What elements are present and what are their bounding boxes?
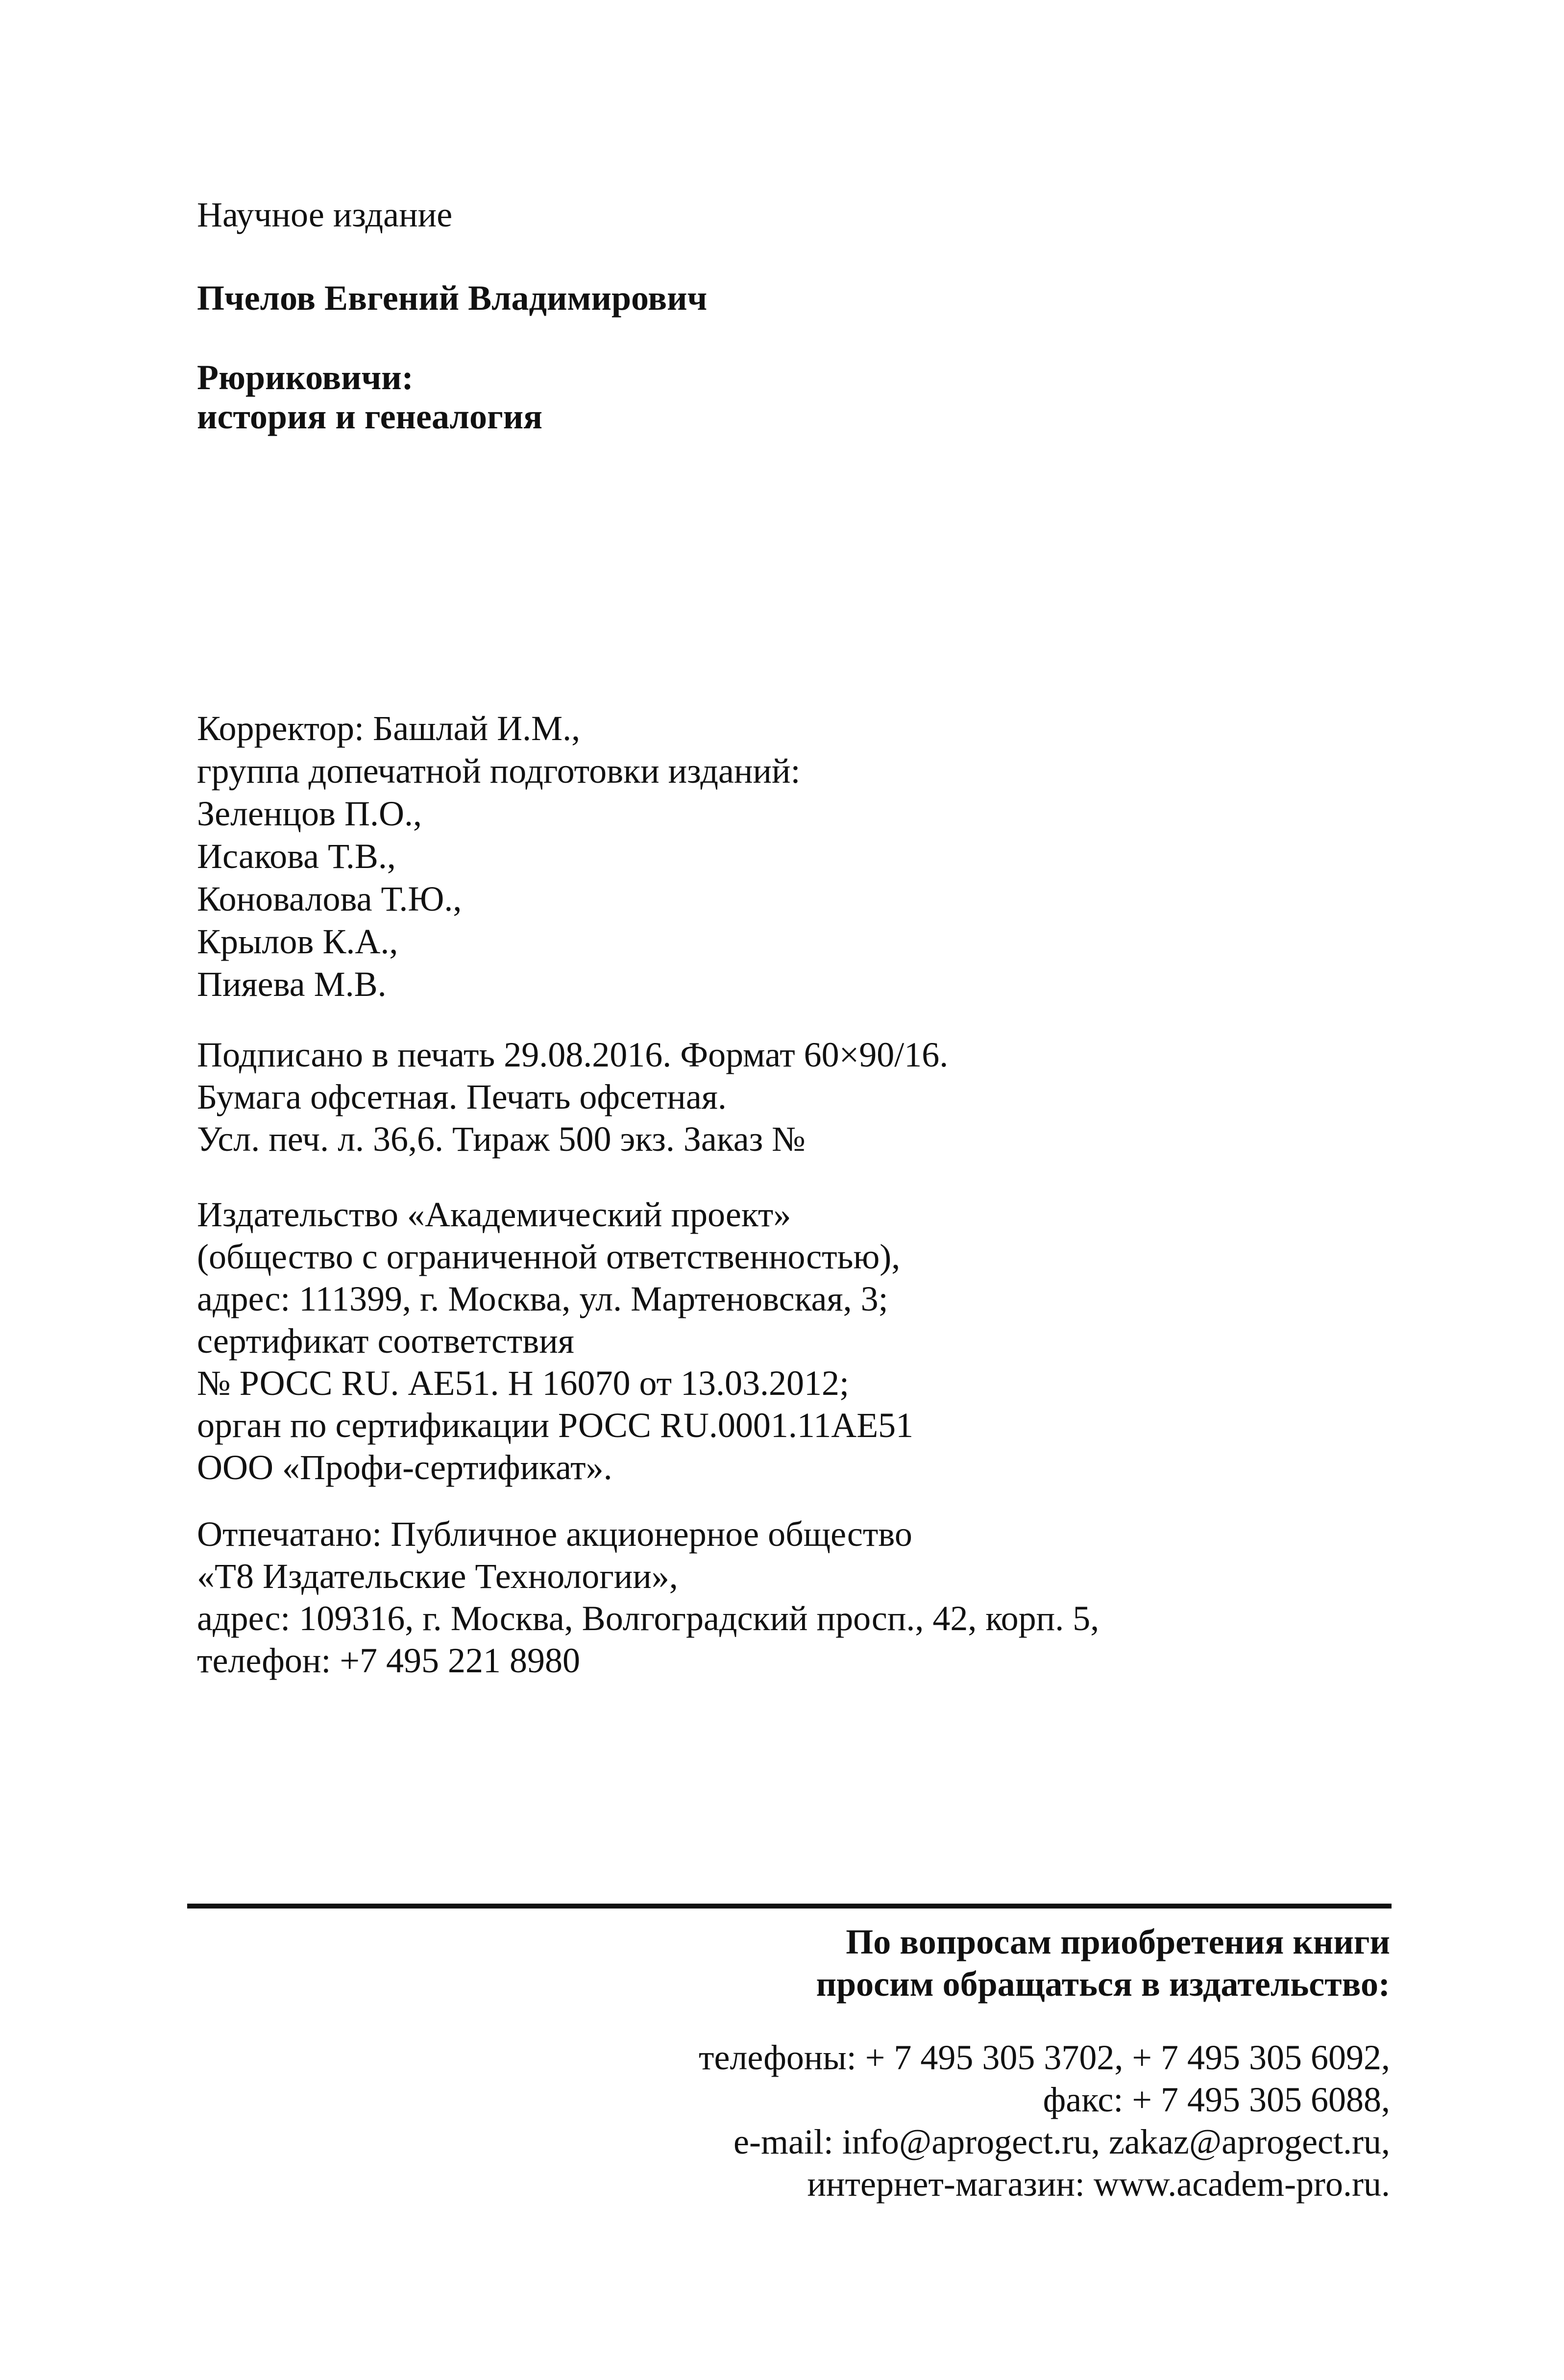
contact-phones: телефоны: + 7 495 305 3702, + 7 495 305 6092,: [699, 2038, 1390, 2077]
book-title-line-1: Рюриковичи:: [197, 358, 414, 397]
contact-heading-line-2: просим обращаться в издательство:: [816, 1964, 1390, 2004]
book-title-line-2: история и генеалогия: [197, 397, 543, 436]
series-label: Научное издание: [197, 195, 453, 234]
credits-line: группа допечатной подготовки изданий:: [197, 751, 801, 791]
credits-line: Коновалова Т.Ю.,: [197, 879, 462, 918]
credits-line: Зеленцов П.О.,: [197, 794, 422, 833]
print-info-line: Бумага офсетная. Печать офсетная.: [197, 1077, 727, 1116]
publisher-line: № РОСС RU. АЕ51. Н 16070 от 13.03.2012;: [197, 1364, 850, 1403]
publisher-line: Издательство «Академический проект»: [197, 1195, 791, 1234]
printer-line: «Т8 Издательские Технологии»,: [197, 1557, 678, 1596]
author-name: Пчелов Евгений Владимирович: [197, 278, 708, 318]
publisher-line: сертификат соответствия: [197, 1321, 574, 1361]
contact-fax: факс: + 7 495 305 6088,: [1043, 2080, 1390, 2119]
printer-line: Отпечатано: Публичное акционерное общество: [197, 1514, 912, 1554]
publisher-line: орган по сертификации РОСС RU.0001.11АЕ51: [197, 1406, 914, 1445]
contact-heading-line-1: По вопросам приобретения книги: [846, 1922, 1390, 1961]
contact-shop: интернет-магазин: www.academ-pro.ru.: [807, 2164, 1390, 2204]
printer-line: адрес: 109316, г. Москва, Волгоградский просп., 42, корп. 5,: [197, 1599, 1100, 1638]
credits-line: Крылов К.А.,: [197, 922, 398, 961]
print-info-line: Усл. печ. л. 36,6. Тираж 500 экз. Заказ №: [197, 1119, 806, 1159]
credits-line: Исакова Т.В.,: [197, 837, 396, 876]
divider-rule: [187, 1904, 1392, 1909]
credits-line: Пияева М.В.: [197, 965, 387, 1004]
publisher-line: (общество с ограниченной ответственностью),: [197, 1237, 901, 1276]
print-info-line: Подписано в печать 29.08.2016. Формат 60×90/16.: [197, 1035, 949, 1074]
printer-line: телефон: +7 495 221 8980: [197, 1641, 580, 1680]
contact-email: e-mail: info@aprogect.ru, zakaz@aprogect.ru,: [733, 2122, 1390, 2161]
publisher-line: адрес: 111399, г. Москва, ул. Мартеновская, 3;: [197, 1279, 888, 1318]
credits-line: Корректор: Башлай И.М.,: [197, 709, 581, 748]
publisher-line: ООО «Профи-сертификат».: [197, 1448, 612, 1487]
